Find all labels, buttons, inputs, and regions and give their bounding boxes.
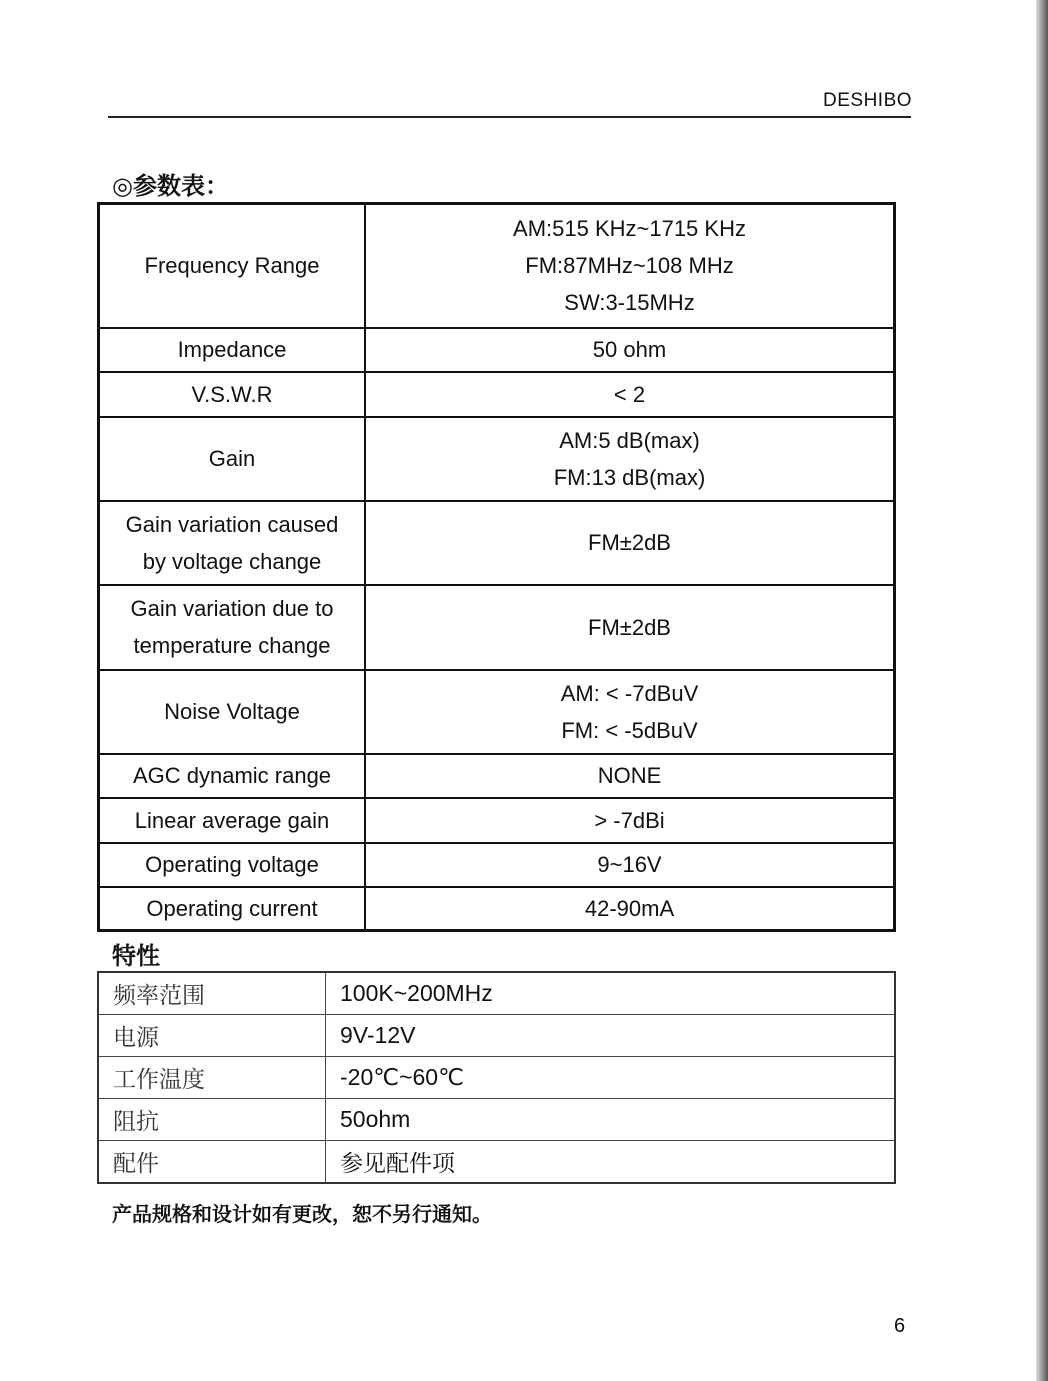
spec-value-line: AM:5 dB(max) bbox=[559, 427, 700, 453]
spec-value-line: AM:515 KHz~1715 KHz bbox=[513, 216, 746, 242]
spec-value-line: < 2 bbox=[613, 381, 646, 407]
spec-label-line: by voltage change bbox=[142, 548, 322, 574]
spec-value-line: FM: < -5dBuV bbox=[561, 717, 698, 743]
spec-row bbox=[99, 754, 895, 798]
spec-label-cell bbox=[99, 798, 366, 843]
spec-value-cell bbox=[365, 887, 895, 931]
spec-label-line: AGC dynamic range bbox=[132, 763, 332, 788]
spec-table bbox=[97, 202, 896, 932]
spec-label-line: Operating current bbox=[146, 895, 318, 921]
feature-value: 参见配件项 bbox=[326, 1141, 896, 1184]
spec-value-cell bbox=[365, 585, 895, 670]
spec-row bbox=[99, 204, 895, 328]
spec-label-line: Linear average gain bbox=[134, 807, 330, 833]
spec-value-line: 42-90mA bbox=[584, 895, 675, 921]
spec-value-cell bbox=[365, 372, 895, 417]
feature-label: 电源 bbox=[98, 1015, 326, 1057]
feature-row bbox=[98, 1141, 895, 1184]
feature-value: 100K~200MHz bbox=[326, 972, 896, 1015]
spec-label-cell bbox=[99, 670, 366, 754]
header-brand: DESHIBO bbox=[823, 90, 913, 111]
spec-label-line: V.S.W.R bbox=[191, 381, 273, 407]
spec-value-line: FM±2dB bbox=[588, 530, 671, 555]
spec-table-title: ◎参数表： bbox=[112, 173, 229, 200]
spec-label-cell bbox=[99, 372, 366, 417]
page-number: 6 bbox=[894, 1315, 906, 1337]
spec-label-cell bbox=[99, 585, 366, 670]
spec-value-line: > -7dBi bbox=[594, 807, 665, 833]
spec-value-line: FM±2dB bbox=[588, 614, 671, 640]
spec-label-cell bbox=[99, 417, 366, 501]
feature-row bbox=[98, 1015, 895, 1057]
spec-value-line: FM:87MHz~108 MHz bbox=[525, 253, 734, 279]
spec-label-cell bbox=[99, 887, 366, 931]
spec-row bbox=[99, 372, 895, 417]
spec-label-cell bbox=[99, 204, 366, 328]
spec-label-line: Operating voltage bbox=[145, 852, 319, 877]
features-title: 特性 bbox=[112, 943, 160, 970]
spec-value-line: AM: < -7dBuV bbox=[560, 680, 699, 706]
spec-label-cell bbox=[99, 754, 366, 798]
spec-row bbox=[99, 501, 895, 585]
spec-value-cell bbox=[365, 204, 895, 328]
spec-row bbox=[99, 670, 895, 754]
spec-value-line: NONE bbox=[597, 763, 662, 788]
spec-label-cell bbox=[99, 843, 366, 887]
spec-row bbox=[99, 843, 895, 887]
spec-value-cell bbox=[365, 798, 895, 843]
spec-label-line: Frequency Range bbox=[144, 253, 320, 279]
spec-label-line: temperature change bbox=[133, 633, 331, 658]
spec-value-line: SW:3-15MHz bbox=[564, 290, 695, 316]
spec-row bbox=[99, 328, 895, 372]
spec-row bbox=[99, 798, 895, 843]
spec-value-cell bbox=[365, 417, 895, 501]
feature-value: -20℃~60℃ bbox=[326, 1057, 896, 1099]
feature-label: 阻抗 bbox=[98, 1099, 326, 1141]
spec-value-line: FM:13 dB(max) bbox=[553, 464, 706, 490]
spec-value-cell bbox=[365, 670, 895, 754]
header-rule bbox=[108, 116, 911, 118]
feature-row bbox=[98, 972, 895, 1015]
page-edge-shadow bbox=[1036, 0, 1048, 1381]
spec-value-line: 50 ohm bbox=[592, 337, 667, 362]
spec-value-cell bbox=[365, 501, 895, 585]
spec-label-line: Impedance bbox=[177, 337, 287, 362]
spec-row bbox=[99, 417, 895, 501]
spec-label-line: Gain variation caused bbox=[125, 511, 339, 537]
spec-row bbox=[99, 887, 895, 931]
spec-value-cell bbox=[365, 843, 895, 887]
spec-label-cell bbox=[99, 501, 366, 585]
spec-value-line: 9~16V bbox=[597, 852, 662, 877]
feature-label: 频率范围 bbox=[98, 972, 326, 1015]
spec-value-cell bbox=[365, 754, 895, 798]
feature-row bbox=[98, 1057, 895, 1099]
feature-label: 配件 bbox=[98, 1141, 326, 1184]
features-table bbox=[97, 971, 896, 1184]
feature-label: 工作温度 bbox=[98, 1057, 326, 1099]
spec-label-cell bbox=[99, 328, 366, 372]
spec-label-line: Noise Voltage bbox=[164, 699, 300, 724]
spec-row bbox=[99, 585, 895, 670]
spec-label-line: Gain bbox=[208, 446, 256, 471]
disclaimer-note: 产品规格和设计如有更改，恕不另行通知。 bbox=[112, 1204, 492, 1226]
feature-value: 9V-12V bbox=[326, 1015, 896, 1057]
feature-row bbox=[98, 1099, 895, 1141]
feature-value: 50ohm bbox=[326, 1099, 896, 1141]
spec-value-cell bbox=[365, 328, 895, 372]
spec-label-line: Gain variation due to bbox=[130, 596, 334, 621]
